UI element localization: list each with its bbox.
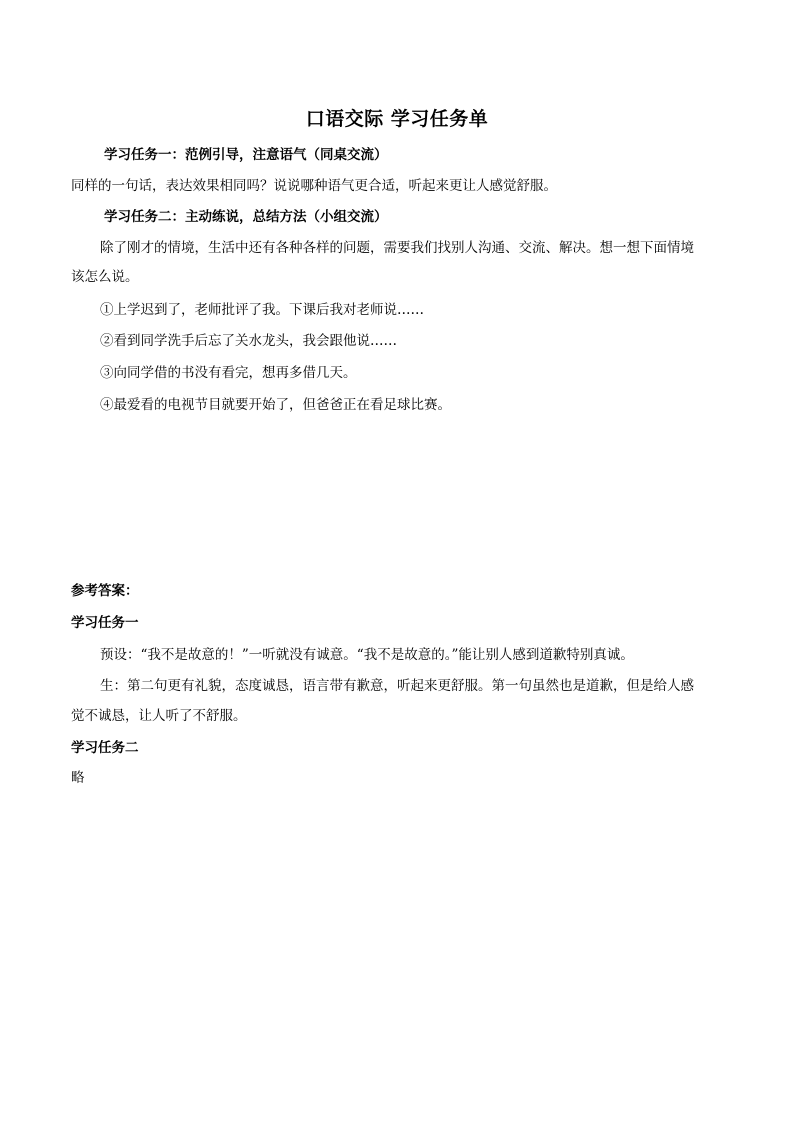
scenario-item: ③向同学借的书没有看完，想再多借几天。 bbox=[100, 365, 357, 381]
answers-task2-label: 学习任务二 bbox=[71, 740, 139, 756]
task2-intro-line1: 除了刚才的情境，生活中还有各种各样的问题，需要我们找别人沟通、交流、解决。想一想下面情境 bbox=[100, 240, 694, 256]
scenario-item: ①上学迟到了，老师批评了我。下课后我对老师说…… bbox=[100, 302, 424, 318]
answers-task1-label: 学习任务一 bbox=[71, 615, 139, 631]
answers-heading: 参考答案： bbox=[71, 583, 139, 599]
answers-student-line2: 觉不诚恳，让人听了不舒服。 bbox=[71, 708, 247, 724]
scenario-item: ②看到同学洗手后忘了关水龙头，我会跟他说…… bbox=[100, 333, 397, 349]
answers-preset: 预设：“我不是故意的！”一听就没有诚意。“我不是故意的。”能让别人感到道歉特别真诚。 bbox=[100, 647, 634, 663]
task1-heading: 学习任务一：范例引导，注意语气（同桌交流） bbox=[104, 147, 388, 163]
task2-intro-line2: 该怎么说。 bbox=[71, 269, 139, 285]
task2-heading: 学习任务二：主动练说，总结方法（小组交流） bbox=[104, 209, 388, 225]
scenario-item: ④最爱看的电视节目就要开始了，但爸爸正在看足球比赛。 bbox=[100, 397, 451, 413]
task1-text: 同样的一句话，表达效果相同吗？说说哪种语气更合适，听起来更让人感觉舒服。 bbox=[71, 178, 557, 194]
answers-task2-answer: 略 bbox=[71, 770, 85, 786]
page-title: 口语交际 学习任务单 bbox=[305, 108, 489, 130]
answers-student-line1: 生：第二句更有礼貌，态度诚恳，语言带有歉意，听起来更舒服。第一句虽然也是道歉，但是给人感 bbox=[100, 678, 694, 694]
